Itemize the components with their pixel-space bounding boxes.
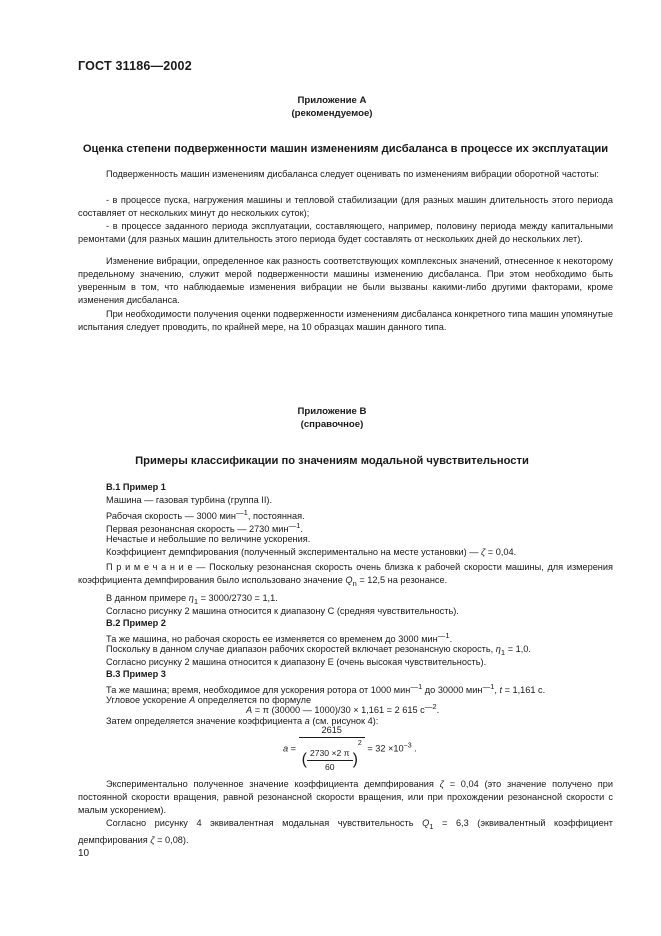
example-3-line: Затем определяется значение коэффициента а (см. рисунок 4):: [106, 716, 379, 726]
example-1-line: Первая резонансная скорость — 2730 мин$^{—1}$.: [106, 521, 303, 535]
annex-a-para-1: Подверженность машин изменениям дисбаланса следует оценивать по изменениям вибрации оборотной частоты:: [106, 169, 599, 179]
annex-a-label: Приложение А: [297, 95, 367, 106]
annex-b-status: (справочное): [300, 419, 364, 430]
example-1-line: В данном примере $\eta_1 = 3000/2730 = 1,1$.: [106, 593, 278, 606]
experimental-damping-paragraph: Экспериментально полученное значение коэффициента демпфирования ζ = 0,04 (это значение получено при постоянной скорости вращения, равной резонансной скорости вращения, или при прохождении резонансной скорости с малым ускорением).: [78, 779, 613, 815]
modal-sensitivity-paragraph: Согласно рисунку 4 эквивалентная модальная чувствительность $Q_1 = 6,3$ (эквивалентный коэффициент демпфирования ζ = 0,08).: [78, 818, 613, 845]
formula-angular-acceleration: А = π (30000 — 1000)/30 × 1,161 = 2 615 $с^{—2}$.: [246, 702, 440, 716]
annex-a-heading: [78, 94, 586, 120]
annex-a-para-5: При необходимости получения оценки подверженности изменениям дисбаланса конкретного типа машин упомянутые испытания следует проводить, по крайней мере, на 10 образцах машин данного типа.: [78, 309, 613, 332]
annex-a-para-4: Изменение вибрации, определенное как разность соответствующих комплексных значений, отнесенное к некоторому предельному значению, служит мерой подверженности машины изменению дисбаланса. При этом необходимо быть уверенным в том, что наблюдаемые изменения вибрации не были вызваны какими-либо другими факторами, кроме изменения дисбаланса.: [78, 256, 613, 305]
annex-a-title: Оценка степени подверженности машин изменениям дисбаланса в процессе их эксплуатации: [82, 143, 609, 155]
example-2-line: Согласно рисунку 2 машина относится к диапазону Е (очень высокая чувствительность).: [106, 657, 487, 667]
annex-b-heading: [78, 405, 586, 431]
annex-b-title: Примеры классификации по значениям модальной чувствительности: [135, 455, 529, 467]
document-header: ГОСТ 31186—2002: [78, 59, 192, 73]
page-number: 10: [78, 848, 90, 859]
formula-coefficient-a: а = 2615 ( $\frac{2730 \times 2 \pi}{60}$ )$^2$ = $32 \times 10^{-3}$ .: [283, 725, 417, 772]
fraction: 2615 ( $\frac{2730 \times 2 \pi}{60}$ )$^2$: [299, 724, 365, 774]
example-2-line: Поскольку в данном случае диапазон рабочих скоростей включает резонансную скорость, $\eta_1 = 1,0$.: [106, 644, 531, 657]
example-3-line: Угловое ускорение А определяется по формуле: [106, 695, 312, 705]
example-1-line: Рабочая скорость — 3000 мин$^{—1}$, постоянная.: [106, 508, 305, 522]
annex-a-para-2: - в процессе пуска, нагружения машины и тепловой стабилизации (для разных машин длительность этого периода составляет от нескольких минут до нескольких суток);: [78, 195, 613, 218]
example-1-note: П р и м е ч а н и е — Поскольку резонансная скорость очень близка к рабочей скорости машины, для измерения коэффициента демпфирования было использовано значение $Q_n = 12,5$ на резонансе.: [78, 562, 613, 588]
example-1-line: Коэффициент демпфирования (полученный экспериментально на месте установки) — ζ = 0,04.: [106, 547, 517, 557]
example-1-heading: В.1 Пример 1: [106, 482, 166, 492]
example-2-line: Та же машина, но рабочая скорость ее изменяется со временем до 3000 мин$^{—1}$.: [106, 631, 453, 645]
example-1-line: Машина — газовая турбина (группа II).: [106, 495, 273, 505]
annex-a-para-3: - в процессе заданного периода эксплуатации, составляющего, например, половину периода между капитальными ремонтами (для разных машин длительность этого периода будет составлять от нескольких дней до нескольких лет).: [78, 221, 613, 244]
example-3-heading: В.3 Пример 3: [106, 669, 166, 679]
example-1-line: Согласно рисунку 2 машина относится к диапазону С (средняя чувствительность).: [106, 606, 459, 616]
annex-b-label: Приложение В: [297, 406, 367, 417]
example-3-line: Та же машина; время, необходимое для ускорения ротора от 1000 мин$^{—1}$ до 30000 мин$^{—1}$, t = 1,161 с.: [106, 682, 546, 696]
example-1-line: Нечастые и небольшие по величине ускорения.: [106, 534, 311, 544]
annex-a-status: (рекомендуемое): [291, 108, 373, 119]
example-2-heading: В.2 Пример 2: [106, 618, 166, 628]
